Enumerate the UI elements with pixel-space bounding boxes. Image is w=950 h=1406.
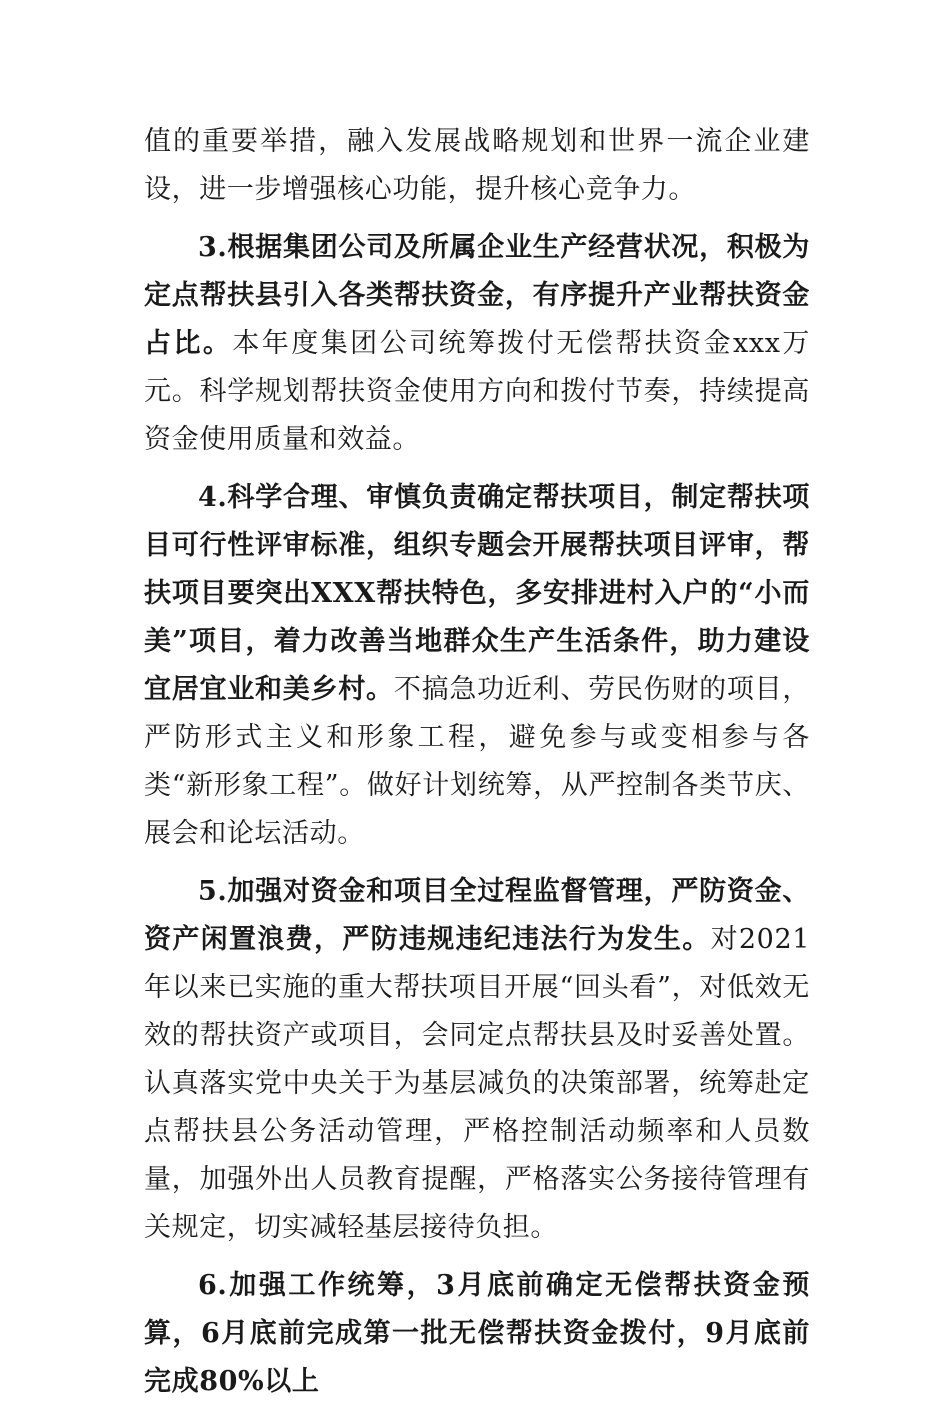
paragraph-heading: 4.科学合理、审慎负责确定帮扶项目，制定帮扶项目可行性评审标准，组织专题会开展帮扶项目评审，帮扶项目要突出XXX帮扶特色，多安排进村入户的“小而美”项目，着力改善当地群众生产生活条件，助力建设宜居宜业和美乡村。 (144, 482, 810, 705)
paragraph-text: 对2021年以来已实施的重大帮扶项目开展“回头看”，对低效无效的帮扶资产或项目，会同定点帮扶县及时妥善处置。认真落实党中央关于为基层减负的决策部署，统筹赴定点帮扶县公务活动管理，严格控制活动频率和人员数量，加强外出人员教育提醒，严格落实公务接待管理有关规定，切实减轻基层接待负担。 (144, 924, 811, 1243)
paragraph-text: 本年度集团公司统筹拨付无偿帮扶资金xxx万元。科学规划帮扶资金使用方向和拨付节奏，持续提高资金使用质量和效益。 (144, 328, 810, 455)
paragraph-item-6 (144, 1262, 810, 1406)
paragraph-item-3 (144, 224, 810, 464)
paragraph-heading: 5.加强对资金和项目全过程监督管理，严防资金、资产闲置浪费，严防违规违纪违法行为发生。 (144, 876, 810, 955)
paragraph-heading: 3.根据集团公司及所属企业生产经营状况，积极为定点帮扶县引入各类帮扶资金，有序提升产业帮扶资金占比。 (144, 232, 810, 359)
paragraph-item-4 (144, 474, 810, 858)
paragraph-continuation (144, 118, 810, 214)
paragraph-heading: 6.加强工作统筹，3月底前确定无偿帮扶资金预算，6月底前完成第一批无偿帮扶资金拨付，9月底前完成80%以上 (144, 1270, 810, 1397)
paragraph-text: 不搞急功近利、劳民伤财的项目，严防形式主义和形象工程，避免参与或变相参与各类“新形象工程”。做好计划统筹，从严控制各类节庆、展会和论坛活动。 (144, 674, 810, 849)
paragraph-item-5 (144, 868, 810, 1252)
document-body (144, 118, 810, 1406)
paragraph-text: 值的重要举措，融入发展战略规划和世界一流企业建设，进一步增强核心功能，提升核心竞争力。 (144, 126, 810, 205)
